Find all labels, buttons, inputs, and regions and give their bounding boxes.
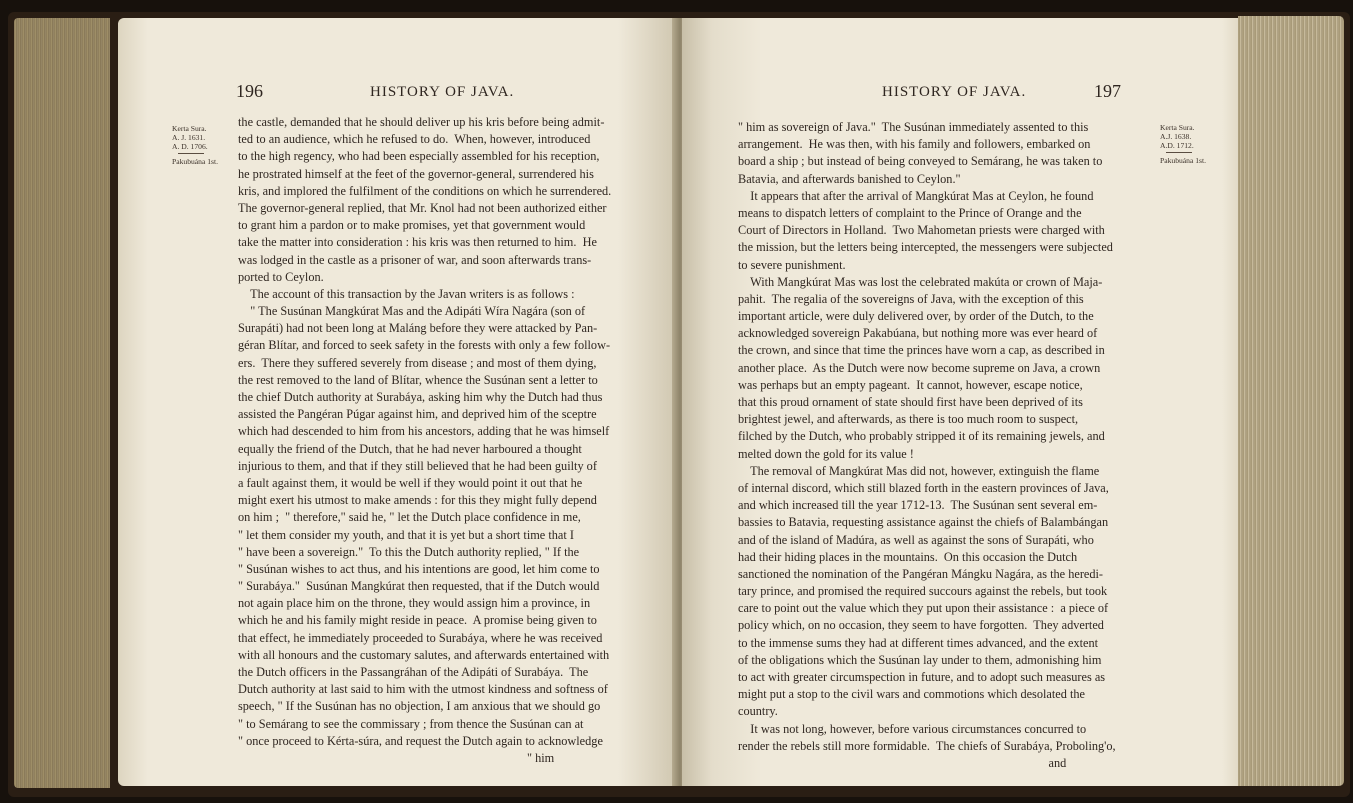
right-body-text: [738, 119, 1116, 772]
text-line: Dutch authority at last said to him with the utmost kindness and softness of: [238, 682, 608, 697]
text-line: the castle, demanded that he should deliver up his kris before being admit-: [238, 115, 605, 129]
text-line: the crown, and since that time the princes have worn a cap, as described in: [738, 343, 1105, 358]
text-line: The governor-general replied, that Mr. Knol had not been authorized either: [238, 200, 607, 215]
text-line: and: [738, 755, 1067, 770]
text-line: " him: [238, 750, 555, 765]
text-line: was perhaps but an empty pageant. It cannot, however, escape notice,: [738, 377, 1083, 392]
left-margin-note: Kerta Sura. A. J. 1631. A. D. 1706. Pakubuána 1st.: [172, 124, 218, 166]
text-line: another place. As the Dutch were now become supreme on Java, a crown: [738, 360, 1101, 375]
text-line: Court of Directors in Holland. Two Mahometan priests were charged with: [738, 223, 1105, 238]
text-line: was lodged in the castle as a prisoner of war, and soon afterwards trans-: [238, 252, 592, 267]
right-page-edges: [1238, 16, 1344, 786]
text-line: with all honours and the customary salutes, and afterwards entertained with: [238, 647, 610, 662]
margin-rule: [178, 153, 204, 154]
text-line: brightest jewel, and afterwards, as there is too much room to suspect,: [738, 412, 1079, 427]
text-line: The account of this transaction by the Javan writers is as follows :: [238, 286, 575, 301]
text-line: assisted the Pangéran Púgar against him, and deprived him of the sceptre: [238, 407, 597, 422]
text-line: to the immense sums they had at different times advanced, and the extent: [738, 635, 1099, 650]
left-page-number: 196: [236, 81, 263, 101]
text-line: might put a stop to the civil wars and commotions which desolated the: [738, 687, 1085, 702]
right-page-number: 197: [1094, 81, 1121, 101]
text-line: equally the friend of the Dutch, that he had never harboured a thought: [238, 441, 582, 456]
text-line: injurious to them, and that if they still believed that he had been guilty of: [238, 458, 597, 473]
text-line: to grant him a pardon or to make promises, yet that government would: [238, 218, 586, 233]
text-line: of the obligations which the Susúnan lay under to them, admonishing him: [738, 652, 1102, 667]
text-line: which had descended to him from his ancestors, adding that he was himself: [238, 424, 610, 439]
right-margin-note: Kerta Sura. A.J. 1638. A.D. 1712. Pakubuána 1st.: [1160, 123, 1206, 165]
text-line: " let them consider my youth, and that it is yet but a short time that I: [238, 527, 574, 542]
right-page: [682, 18, 1238, 786]
left-body-text: [238, 114, 611, 767]
text-line: that this proud ornament of state should first have been deprived of its: [738, 395, 1083, 409]
text-line: bassies to Batavia, requesting assistance against the chiefs of Balambángan: [738, 515, 1109, 530]
text-line: " Surabáya." Susúnan Mangkúrat then requested, that if the Dutch would: [238, 579, 600, 594]
text-line: Surapáti) had not been long at Maláng before they were attacked by Pan-: [238, 321, 598, 336]
text-line: ers. There they suffered severely from disease ; and most of them dying,: [238, 355, 597, 370]
text-line: the rest removed to the land of Blítar, whence the Susúnan sent a letter to: [238, 372, 598, 387]
text-line: means to dispatch letters of complaint to the Prince of Orange and the: [738, 205, 1082, 220]
text-line: kris, and implored the fulfilment of the conditions on which he surrendered.: [238, 183, 612, 198]
text-line: a fault against them, it would be well if they would point it out that he: [238, 475, 583, 490]
text-line: " The Susúnan Mangkúrat Mas and the Adipáti Wíra Nagára (son of: [238, 304, 586, 319]
text-line: " Susúnan wishes to act thus, and his intentions are good, let him come to: [238, 561, 600, 576]
text-line: take the matter into consideration : his kris was then returned to him. He: [238, 235, 597, 250]
text-line: melted down the gold for its value !: [738, 446, 914, 461]
text-line: géran Blítar, and forced to seek safety in the forests with only a few follow-: [238, 338, 611, 353]
text-line: important article, were duly delivered over, by order of the Dutch, to the: [738, 309, 1094, 324]
left-page: [118, 18, 678, 786]
right-running-head: HISTORY OF JAVA.: [882, 84, 1027, 100]
text-line: It was not long, however, before various circumstances concurred to: [738, 721, 1087, 736]
text-line: and which increased till the year 1712-13. The Susúnan sent several em-: [738, 498, 1098, 513]
text-line: The removal of Mangkúrat Mas did not, however, extinguish the flame: [738, 463, 1100, 478]
text-line: arrangement. He was then, with his family and followers, embarked on: [738, 137, 1091, 152]
text-line: to the high regency, who had been especially assembled for his reception,: [238, 149, 600, 164]
text-line: that effect, he immediately proceeded to Surabáya, where he was received: [238, 630, 603, 645]
text-line: pahit. The regalia of the sovereigns of Java, with the exception of this: [738, 291, 1084, 306]
text-line: not again place him on the throne, they would assign him a province, in: [238, 596, 591, 611]
text-line: to act with greater circumspection in future, and to adopt such measures as: [738, 670, 1106, 684]
text-line: policy which, on no occasion, they seem to have forgotten. They adverted: [738, 618, 1104, 633]
text-line: country.: [738, 704, 778, 719]
text-line: Batavia, and afterwards banished to Ceylon.": [738, 171, 961, 186]
text-line: speech, " If the Susúnan has no objection, I am anxious that we should go: [238, 699, 601, 714]
text-line: " have been a sovereign." To this the Dutch authority replied, " If the: [238, 544, 580, 559]
text-line: on him ; " therefore," said he, " let the Dutch place confidence in me,: [238, 510, 581, 525]
text-line: tary prince, and promised the required succours against the rebels, but took: [738, 584, 1108, 599]
text-line: might exert his utmost to make amends : for this they might fully depend: [238, 493, 597, 508]
text-line: which he and his family might reside in peace. A promise being given to: [238, 613, 597, 628]
text-line: " to Semárang to see the commissary ; from thence the Susúnan can at: [238, 716, 584, 731]
text-line: of internal discord, which still blazed forth in the eastern provinces of Java,: [738, 480, 1109, 495]
text-line: acknowledged sovereign Pakabúana, but nothing more was ever heard of: [738, 326, 1098, 341]
text-line: and of the island of Madúra, as well as against the sons of Surapáti, who: [738, 532, 1094, 547]
text-line: the chief Dutch authority at Surabáya, asking him why the Dutch had thus: [238, 390, 603, 404]
text-line: to severe punishment.: [738, 257, 846, 272]
text-line: he prostrated himself at the feet of the governor-general, surrendered his: [238, 166, 594, 181]
left-page-edges: [14, 18, 110, 788]
text-line: render the rebels still more formidable. The chiefs of Surabáya, Proboling'o,: [738, 738, 1116, 753]
text-line: It appears that after the arrival of Mangkúrat Mas at Ceylon, he found: [738, 188, 1094, 203]
text-line: " once proceed to Kérta-súra, and request the Dutch again to acknowledge: [238, 733, 603, 748]
text-line: the mission, but the letters being intercepted, the messengers were subjected: [738, 240, 1113, 255]
text-line: filched by the Dutch, who probably stripped it of its remaining jewels, and: [738, 429, 1105, 444]
text-line: ted to an audience, which he refused to do. When, however, introduced: [238, 132, 591, 147]
left-running-head: HISTORY OF JAVA.: [370, 84, 515, 100]
text-line: " him as sovereign of Java." The Susúnan immediately assented to this: [738, 120, 1089, 134]
text-line: care to point out the value which they put upon their assistance : a piece of: [738, 601, 1109, 616]
margin-rule: [1166, 152, 1192, 153]
text-line: had their hiding places in the mountains. On this occasion the Dutch: [738, 549, 1078, 564]
text-line: sanctioned the nomination of the Pangéran Mángku Nagára, as the heredi-: [738, 566, 1104, 581]
text-line: the Dutch officers in the Passangráhan of the Adipáti of Surabáya. The: [238, 665, 589, 679]
text-line: With Mangkúrat Mas was lost the celebrated makúta or crown of Maja-: [738, 274, 1103, 289]
text-line: board a ship ; but instead of being conveyed to Semárang, he was taken to: [738, 154, 1103, 169]
text-line: ported to Ceylon.: [238, 269, 324, 284]
